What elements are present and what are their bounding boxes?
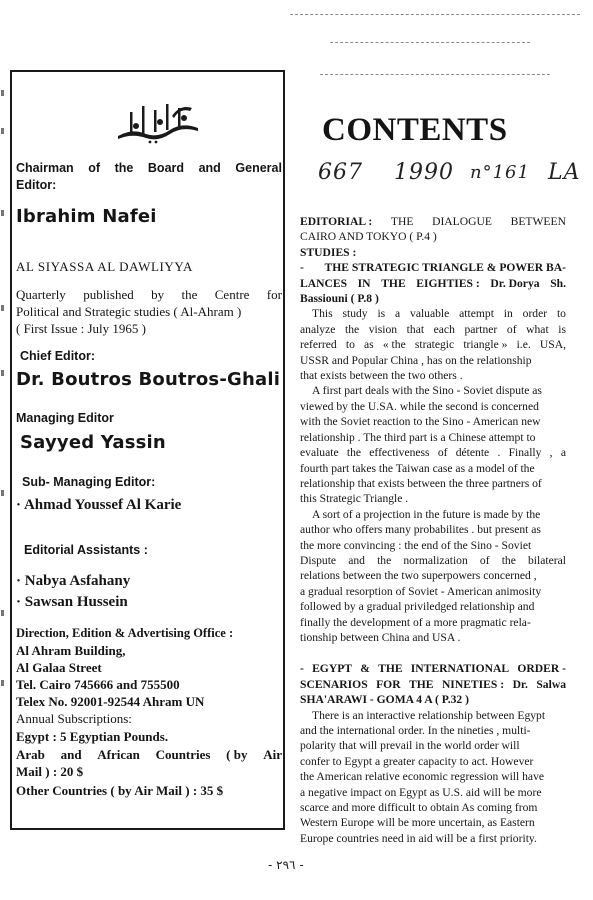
text-line: Europe countries need in aid will be a first priority. [300, 831, 537, 845]
text-line: fourth part takes the Taiwan case as a model of the [300, 461, 535, 475]
article-abstract [300, 306, 566, 645]
text-line: finally the development of a more pragmatic rela- [300, 615, 531, 629]
ruled-line [330, 42, 530, 43]
page-number: - ٢٩٦ - [268, 858, 304, 872]
telex-line: Telex No. 92001-92544 Ahram UN [16, 694, 205, 709]
published-by-line-2: Political and Strategic studies ( Al-Ahram ) [16, 304, 242, 319]
text-line: scarce and more difficult to obtain As coming from [300, 801, 538, 815]
text-line: the American relative economic regression will have [300, 770, 545, 784]
editorial-entry: EDITORIAL : THE DIALOGUE BETWEEN [300, 215, 566, 228]
text-line: relationship . The third part is a Chinese attempt to [300, 430, 536, 444]
article-title: - EGYPT & THE INTERNATIONAL ORDER - [300, 662, 566, 676]
text-line: analyze the vision that each partner of what is [300, 322, 566, 336]
masthead-box [10, 70, 285, 830]
al-ahram-logo [112, 98, 204, 144]
text-line: viewed by the U.SA. while the second is concerned [300, 399, 539, 413]
ruled-line [320, 74, 550, 75]
handwritten-number: 667 [318, 160, 363, 185]
sub-managing-editor-name: · Ahmad Youssef Al Karie [16, 497, 182, 513]
chairman-label-cont: Editor: [16, 178, 57, 192]
text-line: this Strategic Triangle . [300, 492, 409, 506]
text-line: This study is a valuable attempt in order to [312, 307, 566, 321]
chairman-label: Chairman of the Board and General [16, 161, 282, 175]
subscriptions-label: Annual Subscriptions: [16, 711, 132, 726]
chief-editor-name: Dr. Boutros Boutros-Ghali [16, 369, 281, 390]
article-title: SHA'ARAWI - GOMA 4 A ( P.32 ) [300, 693, 469, 707]
ruled-line [290, 14, 580, 15]
handwritten-year: 1990 [394, 160, 454, 185]
text-line: USSR and Popular China , has on the relationship [300, 353, 532, 367]
text-line: author who offers many probabilites . but present as [300, 523, 541, 537]
assistant-name: · Nabya Asfahany [16, 573, 131, 589]
text-line: evaluate the effectiveness of détente . Finally , a [300, 446, 566, 460]
text-line: Dispute and the normalization of the bilateral [300, 553, 566, 567]
text-line: confer to Egypt a greater capacity to act. However [300, 754, 534, 768]
text-line: relationship that exists between the three partners of [300, 476, 542, 490]
text-line: polarity that will prevail in the world order will [300, 739, 520, 753]
office-label: Direction, Edition & Advertising Office : [16, 626, 234, 640]
address-line: Al Galaa Street [16, 660, 102, 675]
text-line: a gradual resorption of Soviet - American animosity [300, 584, 542, 598]
managing-editor-label: Managing Editor [16, 411, 114, 425]
binding-edge-marks [0, 90, 8, 790]
text-line: a negative impact on Egypt as U.S. aid will be more [300, 785, 542, 799]
arab-african-price-cont: Mail ) : 20 $ [16, 764, 84, 779]
chief-editor-label: Chief Editor: [20, 349, 95, 363]
handwritten-code: LA [548, 160, 581, 185]
first-issue-line: ( First Issue : July 1965 ) [16, 321, 146, 336]
text-line: relations between the two superpowers concerned , [300, 569, 537, 583]
address-line: Al Ahram Building, [16, 643, 126, 658]
text-line: and the international order. In the nineties , multi- [300, 724, 531, 737]
contents-title: CONTENTS [322, 112, 508, 148]
editorial-assistants-label: Editorial Assistants : [24, 543, 148, 557]
studies-label: STUDIES : [300, 245, 357, 259]
article-title: LANCES IN THE EIGHTIES : Dr. Dorya Sh. [300, 276, 566, 290]
text-line: with the Soviet reaction to the Sino - American new [300, 415, 541, 429]
other-countries-price: Other Countries ( by Air Mail ) : 35 $ [16, 783, 224, 798]
text-line: A first part deals with the Sino - Soviet dispute as [312, 384, 542, 398]
telephone-line: Tel. Cairo 745666 and 755500 [16, 677, 180, 692]
article-title: SCENARIOS FOR THE NINETIES : Dr. Salwa [300, 677, 566, 691]
article-abstract [300, 708, 566, 847]
text-line: followed by a gradual priviledged relationship and [300, 600, 535, 614]
egypt-price: Egypt : 5 Egyptian Pounds. [16, 729, 169, 744]
text-line: A sort of a projection in the future is made by the [312, 507, 541, 521]
text-line: tionship between China and USA . [300, 630, 461, 644]
article-title: - THE STRATEGIC TRIANGLE & POWER BA- [300, 261, 566, 275]
chairman-name: Ibrahim Nafei [16, 206, 157, 227]
article-title: Bassiouni ( P.8 ) [300, 292, 379, 306]
publication-name: AL SIYASSA AL DAWLIYYA [16, 259, 193, 274]
contents-body [300, 214, 566, 846]
editorial-entry-cont: CAIRO AND TOKYO ( P.4 ) [300, 230, 437, 244]
assistant-name: · Sawsan Hussein [16, 594, 128, 610]
sub-managing-editor-label: Sub- Managing Editor: [22, 475, 156, 489]
text-line: the more convincing : the end of the Sino - Soviet [300, 538, 532, 552]
text-line: There is an interactive relationship between Egypt [312, 708, 546, 722]
text-line: Western Europe will be more uncertain, as Eastern [300, 816, 535, 830]
managing-editor-name: Sayyed Yassin [20, 432, 166, 453]
text-line: referred to as « the strategic triangle » i.e. USA, [300, 338, 566, 352]
arab-african-price: Arab and African Countries ( by Air [16, 747, 282, 762]
published-by-line: Quarterly published by the Centre for [16, 287, 282, 302]
text-line: that exists between the two others . [300, 369, 463, 383]
handwritten-issue: n°161 [470, 162, 530, 183]
